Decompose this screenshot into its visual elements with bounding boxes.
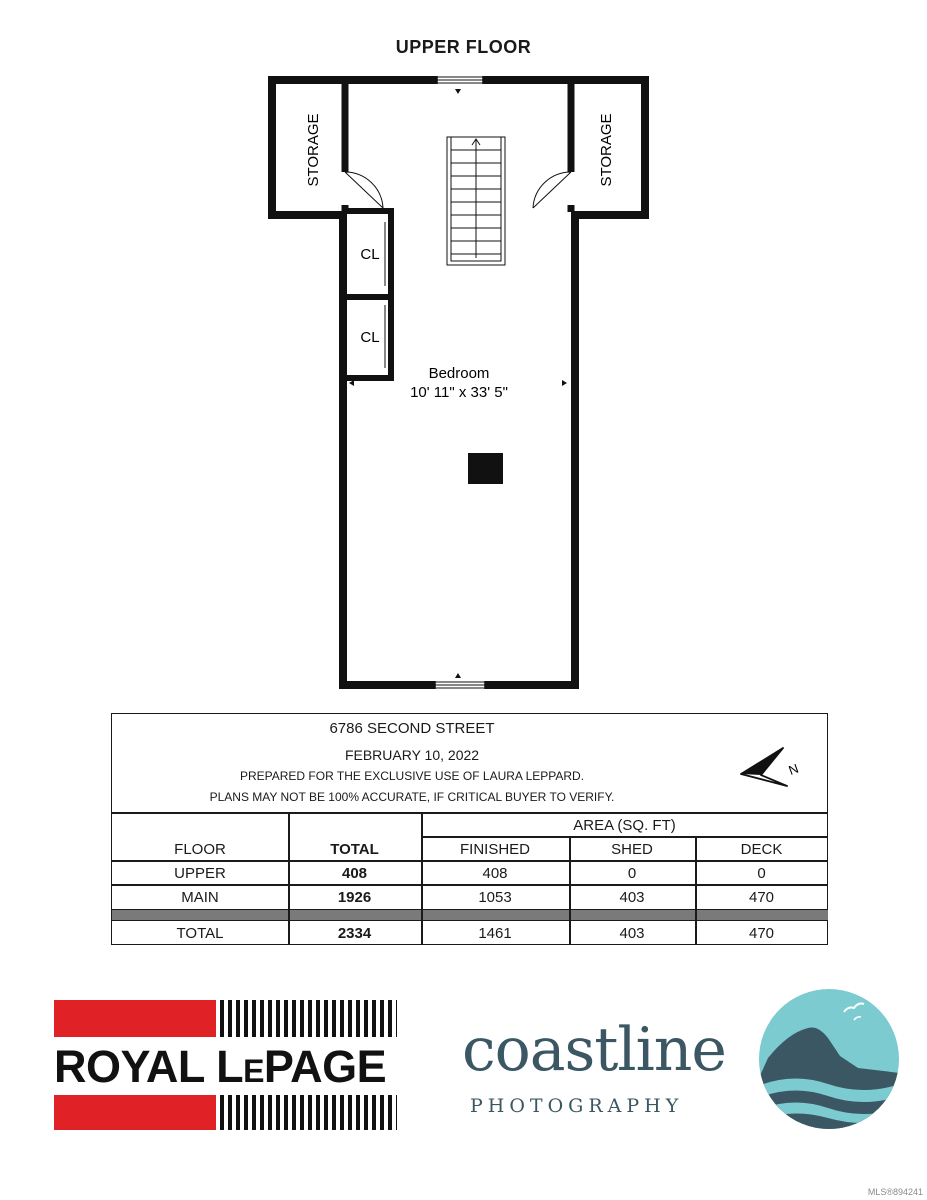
floor-title: UPPER FLOOR (395, 37, 532, 57)
row-upper-floor: UPPER (174, 865, 226, 882)
total-total: 2334 (337, 925, 372, 942)
table-separator-band (112, 909, 828, 921)
row-main-total: 1926 (337, 889, 372, 906)
row-upper-deck: 0 (757, 865, 766, 882)
row-upper-total: 408 (341, 865, 368, 882)
prepared-for: PREPARED FOR THE EXCLUSIVE USE OF LAURA LEPPARD. (239, 769, 585, 783)
north-arrow-icon (737, 744, 807, 789)
row-main-deck: 470 (748, 889, 775, 906)
exterior-wall (272, 80, 645, 685)
dimension-arrow-right (562, 380, 567, 386)
window-bottom (435, 681, 485, 689)
row-main-shed: 403 (619, 889, 645, 906)
north-label: N (786, 760, 801, 778)
closet-2-label: CL (360, 329, 380, 346)
chimney-block (468, 453, 503, 484)
plan-date: FEBRUARY 10, 2022 (344, 747, 480, 763)
row-main-finished: 1053 (478, 889, 512, 906)
door-swing-left (345, 172, 383, 208)
coastline-logo-icon (758, 988, 900, 1130)
closet-1-label: CL (360, 246, 380, 263)
total-shed: 403 (619, 925, 645, 942)
total-finished: 1461 (478, 925, 512, 942)
bedroom-dimensions: 10' 11" x 33' 5" (410, 384, 508, 401)
col-shed: SHED (611, 841, 653, 858)
col-total: TOTAL (330, 841, 379, 858)
logo-red-bar-top (54, 1000, 216, 1037)
staircase (447, 137, 505, 265)
row-upper-shed: 0 (627, 865, 637, 882)
storage-right-label: STORAGE (598, 113, 615, 187)
mls-number: MLS®894241 (867, 1187, 923, 1197)
logo-stripes-top (220, 1000, 397, 1037)
logo-red-bar-bottom (54, 1095, 216, 1130)
window-top (437, 76, 483, 84)
total-label: TOTAL (176, 925, 224, 942)
area-header: AREA (SQ. FT) (573, 817, 676, 834)
row-upper-finished: 408 (482, 865, 508, 882)
royal-lepage-logo (54, 1000, 397, 1130)
bedroom-label: Bedroom (428, 365, 490, 382)
dimension-arrow-top (455, 89, 461, 94)
photography-label: PHOTOGRAPHY (470, 1095, 684, 1117)
address: 6786 SECOND STREET (329, 720, 495, 737)
total-deck: 470 (748, 925, 775, 942)
logo-wordmark: ROYAL LEPAGE (54, 1041, 387, 1092)
door-swing-right (533, 172, 571, 208)
storage-left-label: STORAGE (305, 113, 322, 187)
coastline-wordmark: coastline (462, 1015, 726, 1085)
area-summary-box (111, 713, 828, 945)
col-floor: FLOOR (174, 841, 226, 858)
col-finished: FINISHED (459, 841, 530, 858)
dimension-arrow-bottom (455, 673, 461, 678)
disclaimer: PLANS MAY NOT BE 100% ACCURATE, IF CRITICAL BUYER TO VERIFY. (209, 790, 615, 804)
logo-stripes-bottom (220, 1095, 397, 1130)
row-main-floor: MAIN (181, 889, 219, 906)
col-deck: DECK (740, 841, 783, 858)
